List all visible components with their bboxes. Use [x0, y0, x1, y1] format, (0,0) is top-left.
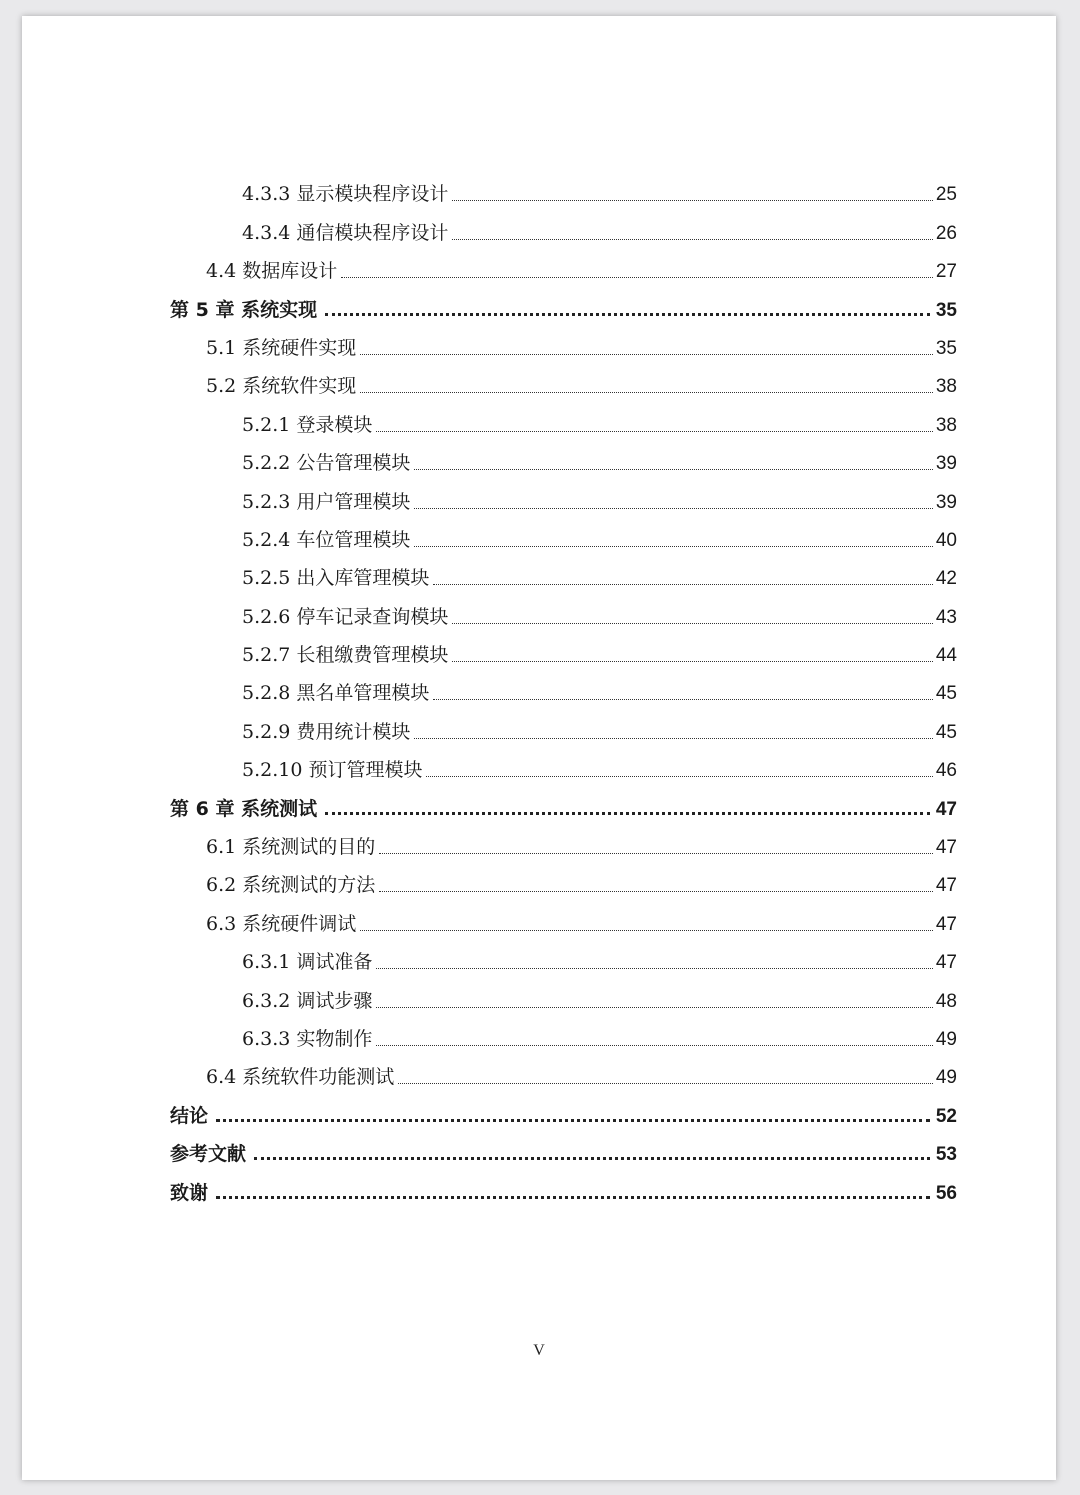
toc-entry-text: 公告管理模块	[296, 452, 411, 475]
toc-entry-number: 5.2.4	[242, 528, 291, 551]
dot-leader	[341, 276, 933, 278]
toc-page-number: 47	[935, 875, 957, 897]
toc-entry[interactable]	[170, 558, 957, 596]
toc-entry[interactable]	[170, 443, 957, 481]
dot-leader	[360, 929, 933, 931]
toc-entry[interactable]	[170, 942, 957, 980]
toc-entry[interactable]	[170, 174, 957, 212]
toc-entry-number: 6.2	[206, 874, 237, 897]
toc-entry-number: 5.2.10	[242, 759, 303, 782]
dot-leader	[379, 890, 933, 892]
toc-entry-number: 4.3.3	[242, 183, 291, 206]
dot-leader	[360, 353, 933, 355]
toc-entry-title	[206, 336, 357, 359]
toc-entry-title	[242, 569, 429, 588]
toc-entry-title	[242, 953, 372, 972]
toc-entry-number: 6.3	[206, 912, 237, 935]
toc-entry[interactable]	[170, 1019, 957, 1057]
dot-leader	[360, 391, 933, 393]
toc-entry[interactable]	[170, 596, 957, 634]
toc-entry-text: 系统软件实现	[242, 375, 357, 398]
toc-entry-number: 5.2.2	[242, 452, 291, 475]
toc-page-number: 44	[935, 645, 957, 667]
toc-page-number: 35	[935, 337, 957, 359]
toc-entry-title	[242, 1027, 373, 1050]
toc-page-number: 45	[935, 683, 957, 705]
toc-entry-text: 系统测试的目的	[242, 836, 376, 859]
toc-page-number: 49	[935, 1067, 957, 1089]
dot-leader	[433, 698, 932, 700]
toc-entry[interactable]	[170, 328, 957, 366]
toc-entry[interactable]	[170, 788, 957, 826]
toc-entry-text: 实物制作	[296, 1027, 373, 1050]
toc-entry-title	[206, 1068, 394, 1087]
toc-page-number: 47	[935, 837, 957, 859]
toc-entry[interactable]	[170, 251, 957, 289]
dot-leader	[376, 1006, 932, 1008]
document-page	[22, 16, 1056, 1480]
toc-entry-title	[170, 298, 318, 321]
toc-entry-text: 数据库设计	[242, 260, 338, 283]
toc-entry-title	[206, 876, 375, 895]
dot-leader	[216, 1195, 930, 1199]
toc-entry-title	[242, 646, 448, 665]
toc-entry[interactable]	[170, 520, 957, 558]
toc-entry-text: 结论	[170, 1104, 209, 1127]
toc-entry-title	[206, 377, 356, 396]
toc-entry[interactable]	[170, 711, 957, 749]
toc-entry-title	[242, 528, 411, 551]
toc-page-number: 45	[935, 721, 957, 743]
toc-entry-title	[242, 684, 429, 703]
dot-leader	[414, 545, 932, 547]
dot-leader	[452, 622, 932, 624]
dot-leader	[325, 811, 930, 815]
toc-entry[interactable]	[170, 481, 957, 519]
dot-leader	[376, 430, 932, 432]
toc-page-number: 39	[935, 491, 957, 513]
toc-entry[interactable]	[170, 1057, 957, 1095]
toc-entry-number: 6.4	[206, 1066, 237, 1089]
dot-leader	[379, 852, 933, 854]
toc-entry[interactable]	[170, 1172, 957, 1210]
dot-leader	[452, 238, 932, 240]
toc-page-number: 47	[935, 798, 957, 820]
toc-page-number: 52	[935, 1105, 957, 1127]
toc-page-number: 35	[935, 299, 957, 321]
toc-entry-text: 长租缴费管理模块	[296, 644, 449, 667]
toc-entry-number: 第 5 章	[170, 298, 235, 321]
toc-entry-text: 调试准备	[296, 951, 373, 974]
toc-entry[interactable]	[170, 366, 957, 404]
toc-entry-number: 5.1	[206, 336, 237, 359]
toc-entry-number: 4.3.4	[242, 221, 291, 244]
toc-page-number: 42	[935, 568, 957, 590]
dot-leader	[376, 967, 932, 969]
dot-leader	[433, 583, 932, 585]
toc-entry-text: 系统测试的方法	[242, 874, 376, 897]
toc-entry[interactable]	[170, 635, 957, 673]
toc-entry-title	[206, 912, 357, 935]
toc-entry-number: 5.2.9	[242, 720, 291, 743]
toc-entry-text: 黑名单管理模块	[296, 682, 430, 705]
toc-entry[interactable]	[170, 980, 957, 1018]
toc-entry-title	[170, 1181, 209, 1204]
toc-page-number: 46	[935, 760, 957, 782]
toc-page-number: 38	[935, 414, 957, 436]
dot-leader	[452, 660, 932, 662]
toc-entry[interactable]	[170, 827, 957, 865]
toc-entry-number: 6.3.2	[242, 989, 291, 1012]
toc-entry-title	[242, 454, 410, 473]
toc-entry-title	[170, 1145, 246, 1164]
toc-entry-text: 停车记录查询模块	[296, 605, 449, 628]
toc-entry-text: 预订管理模块	[308, 759, 423, 782]
toc-entry-text: 通信模块程序设计	[296, 221, 449, 244]
page-number-footer: V	[533, 1342, 545, 1359]
toc-entry-title	[242, 185, 448, 204]
toc-entry-number: 5.2.8	[242, 682, 291, 705]
toc-entry-number: 5.2.1	[242, 413, 291, 436]
toc-page-number: 48	[935, 990, 957, 1012]
dot-leader	[376, 1044, 932, 1046]
dot-leader	[325, 312, 930, 316]
toc-entry[interactable]	[170, 212, 957, 250]
toc-entry-title	[206, 838, 375, 857]
toc-entry-text: 费用统计模块	[296, 720, 411, 743]
toc-entry-title	[242, 221, 449, 244]
dot-leader	[414, 507, 932, 509]
toc-entry-title	[242, 605, 449, 628]
toc-page-number: 38	[935, 376, 957, 398]
toc-entry-title	[170, 1104, 209, 1127]
toc-entry[interactable]	[170, 404, 957, 442]
toc-entry-number: 5.2.5	[242, 567, 291, 590]
toc-entry-number: 6.3.1	[242, 951, 291, 974]
toc-entry-text: 系统测试	[241, 797, 318, 820]
toc-page-number: 47	[935, 913, 957, 935]
dot-leader	[216, 1118, 930, 1122]
toc-entry-text: 系统软件功能测试	[242, 1066, 395, 1089]
toc-entry-number: 6.3.3	[242, 1027, 291, 1050]
toc-page-number: 47	[935, 952, 957, 974]
toc-page-number: 39	[935, 453, 957, 475]
toc-entry-number: 第 6 章	[170, 797, 235, 820]
toc-entry-title	[242, 413, 373, 436]
toc-entry-text: 出入库管理模块	[296, 567, 430, 590]
toc-entry-number: 5.2.7	[242, 644, 291, 667]
dot-leader	[254, 1156, 930, 1160]
toc-entry-text: 车位管理模块	[296, 528, 411, 551]
toc-page-number: 27	[935, 261, 957, 283]
dot-leader	[398, 1082, 933, 1084]
toc-entry[interactable]	[170, 1134, 957, 1172]
toc-entry-number: 5.2.3	[242, 490, 291, 513]
toc-page-number: 25	[935, 184, 957, 206]
toc-entry[interactable]	[170, 1095, 957, 1133]
toc-entry-text: 登录模块	[296, 413, 373, 436]
dot-leader	[414, 468, 932, 470]
toc-entry-title	[170, 797, 318, 820]
toc-entry[interactable]	[170, 750, 957, 788]
toc-entry-title	[242, 989, 373, 1012]
toc-page-number: 49	[935, 1028, 957, 1050]
toc-page-number: 43	[935, 606, 957, 628]
toc-entry[interactable]	[170, 673, 957, 711]
toc-entry-text: 用户管理模块	[296, 490, 411, 513]
toc-entry-title	[242, 490, 411, 513]
toc-entry-text: 系统硬件实现	[242, 336, 357, 359]
toc-page-number: 26	[935, 222, 957, 244]
toc-entry[interactable]	[170, 903, 957, 941]
toc-entry-number: 5.2.6	[242, 605, 291, 628]
dot-leader	[414, 737, 932, 739]
table-of-contents	[170, 174, 957, 1211]
toc-entry-number: 6.1	[206, 836, 237, 859]
toc-entry-title	[242, 761, 422, 780]
toc-entry-text: 系统实现	[241, 298, 318, 321]
toc-entry-text: 系统硬件调试	[242, 912, 357, 935]
toc-page-number: 56	[935, 1182, 957, 1204]
toc-entry[interactable]	[170, 289, 957, 327]
dot-leader	[426, 775, 932, 777]
toc-page-number: 53	[935, 1144, 957, 1166]
toc-entry-title	[242, 720, 411, 743]
toc-entry-text: 调试步骤	[296, 989, 373, 1012]
toc-entry-number: 5.2	[206, 375, 237, 398]
toc-entry[interactable]	[170, 865, 957, 903]
toc-entry-text: 参考文献	[170, 1143, 247, 1166]
toc-entry-number: 4.4	[206, 260, 237, 283]
dot-leader	[452, 199, 932, 201]
toc-entry-text: 显示模块程序设计	[296, 183, 449, 206]
toc-page-number: 40	[935, 529, 957, 551]
toc-entry-text: 致谢	[170, 1181, 209, 1204]
toc-entry-title	[206, 262, 337, 281]
